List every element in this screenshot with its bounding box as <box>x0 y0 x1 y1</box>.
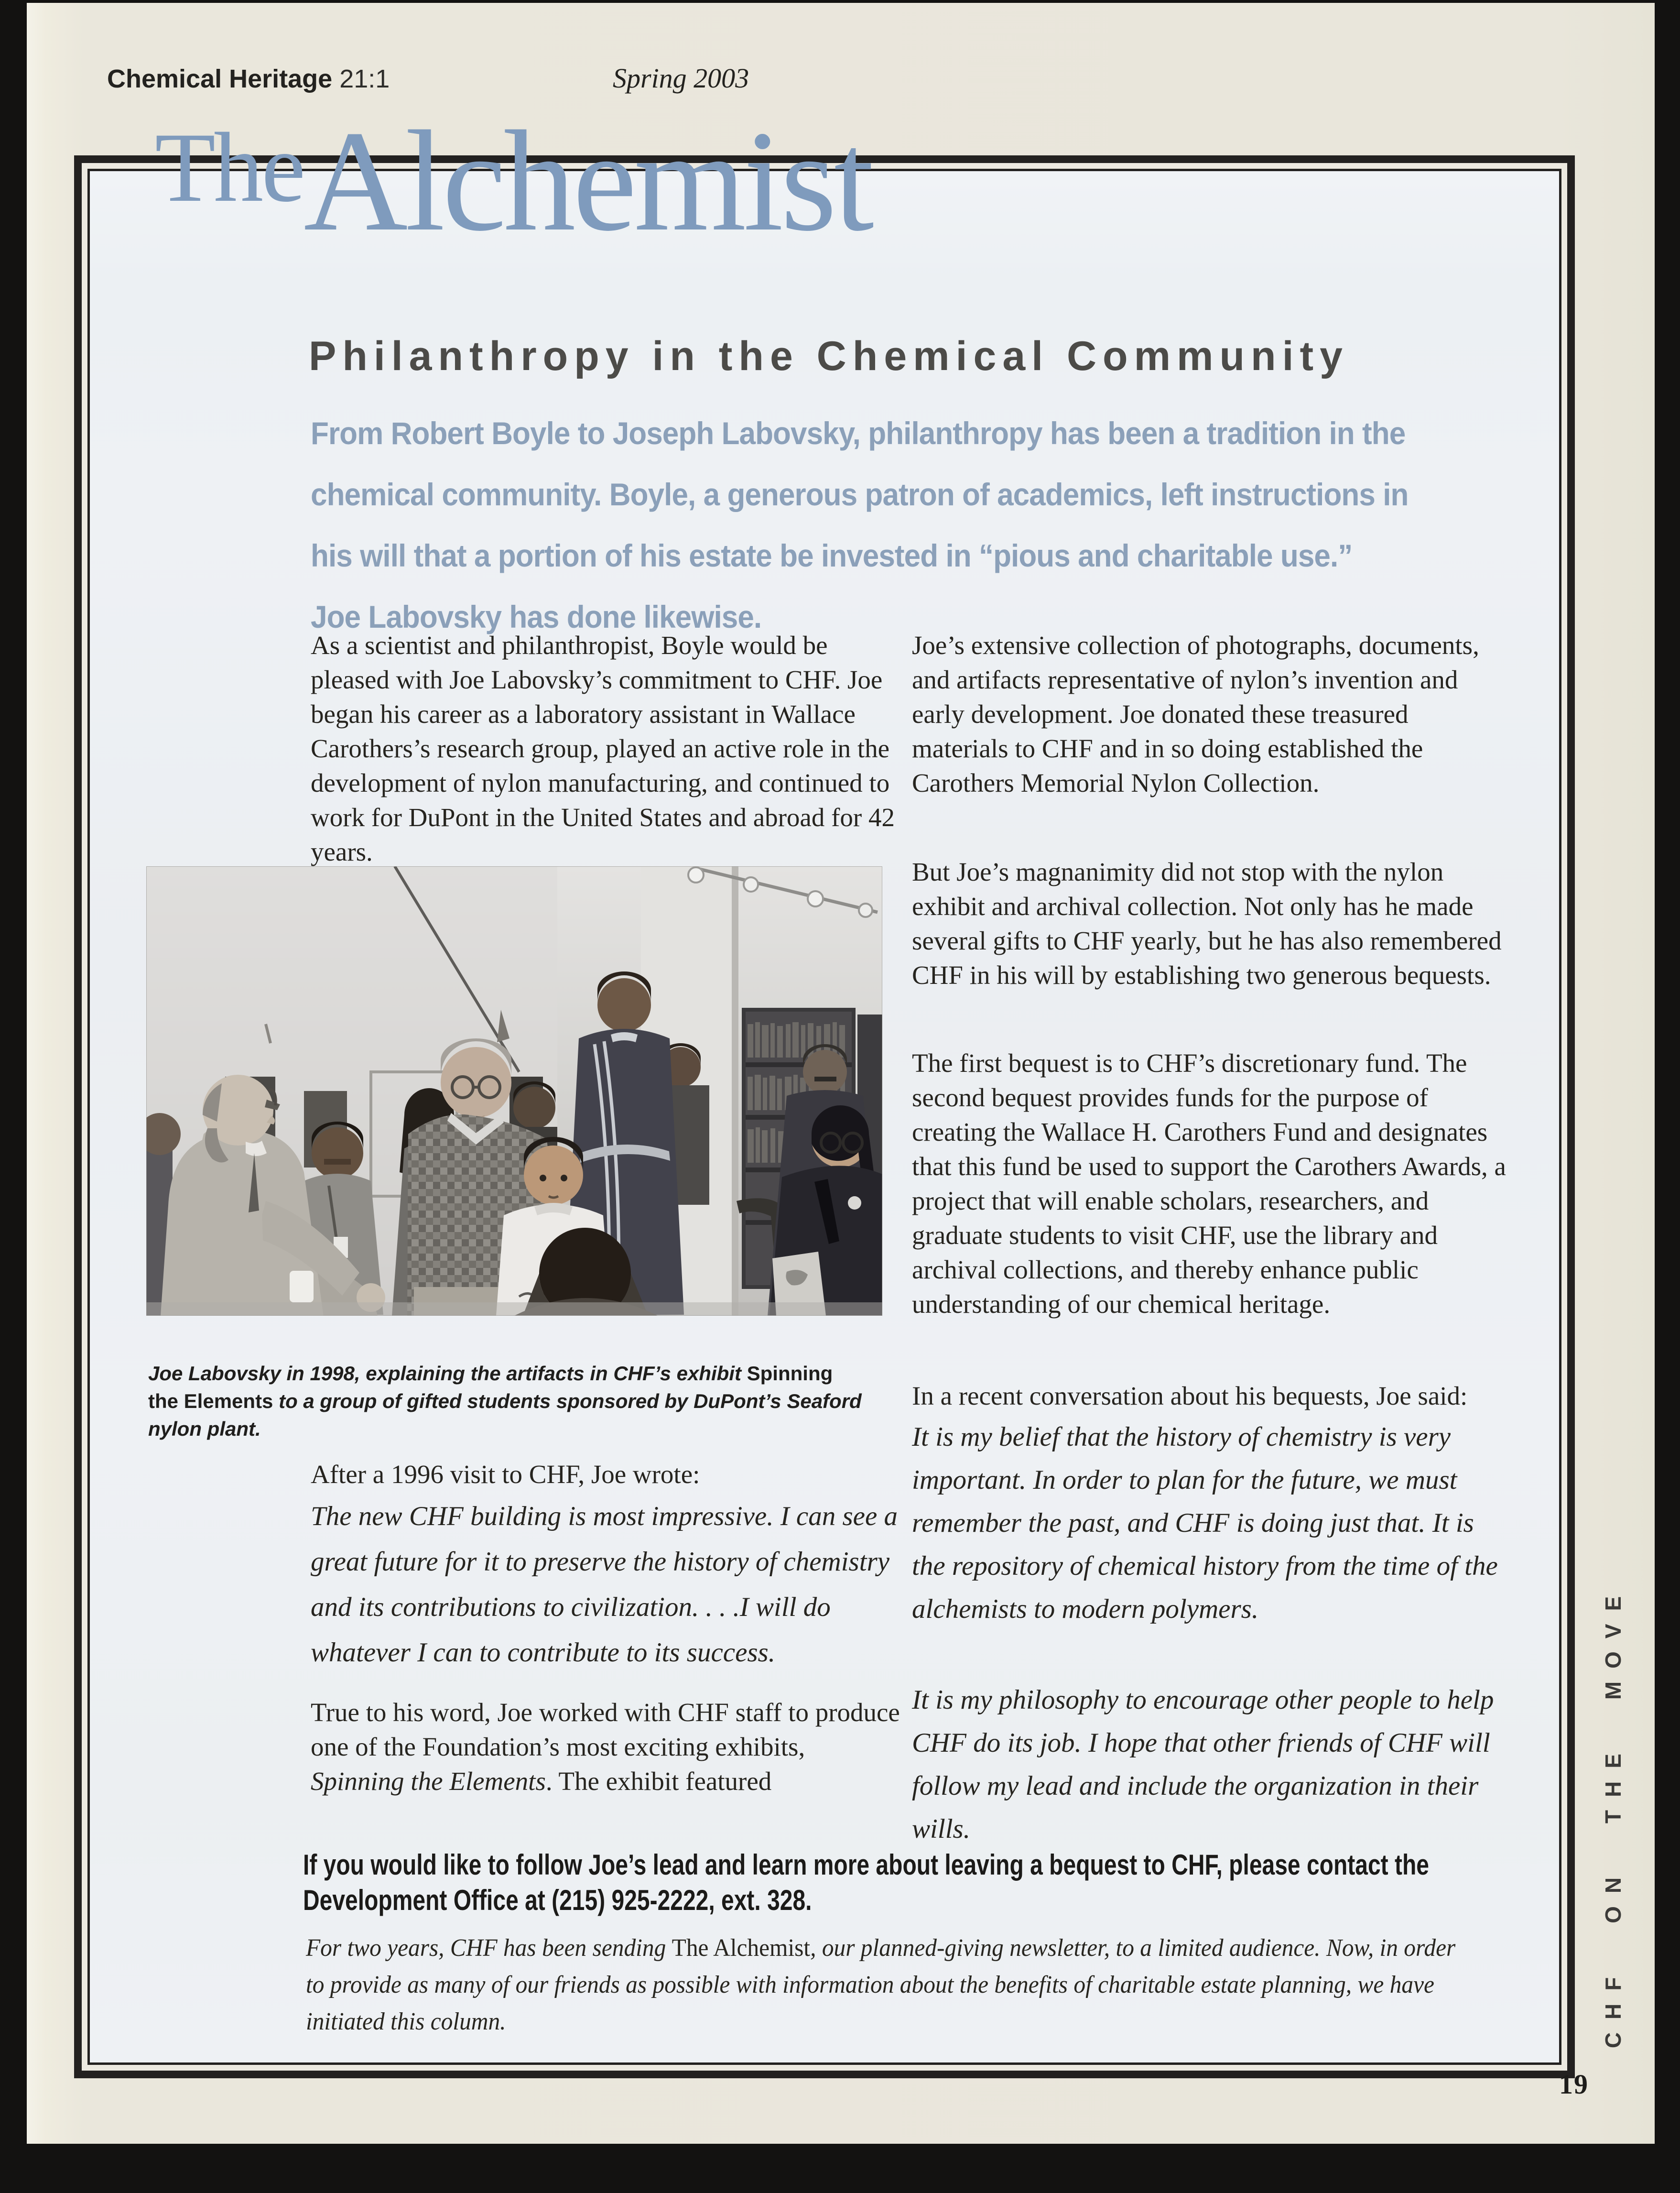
standfirst-line: Joe Labovsky has done likewise. <box>311 599 762 634</box>
editor-note-line: initiated this column. <box>306 2008 506 2035</box>
season-date: Spring 2003 <box>613 63 749 94</box>
issue-number: 21:1 <box>339 65 390 93</box>
body-paragraph <box>311 1695 903 1799</box>
running-head-left <box>107 64 390 94</box>
pull-quote-letter: The new CHF building is most impressive. I can see a great future for it to preserve the history of chemistry and its contributions to civilization. . . .I will do whatever I can to contribute to its success. <box>311 1501 898 1668</box>
standfirst-line: From Robert Boyle to Joseph Labovsky, philanthropy has been a tradition in the <box>311 415 1406 451</box>
cta-line: If you would like to follow Joe’s lead and learn more about leaving a bequest to CHF, please contact the <box>303 1849 1429 1881</box>
note-text: , our planned-giving newsletter, to a limited audience. Now, in order <box>810 1934 1456 1962</box>
caption-exhibit-name: Spinning the Elements <box>148 1362 833 1412</box>
exhibit-name: Spinning the Elements <box>311 1767 546 1796</box>
article-standfirst <box>311 403 1478 647</box>
photo-caption <box>148 1360 865 1443</box>
body-paragraph: Joe’s extensive collection of photographs, documents, and artifacts representative of nylon’s invention and early development. Joe donated these treasured materials to CHF and in so doing established the Carothers Memorial Nylon Collection. <box>912 631 1479 797</box>
article-subtitle: Philanthropy in the Chemical Community <box>309 333 1349 379</box>
paper-page <box>27 3 1655 2144</box>
article-photo <box>146 866 882 1316</box>
editor-note-line: to provide as many of our friends as possible with information about the benefits of charitable estate planning, we have <box>306 1971 1434 1998</box>
page-number: 19 <box>1559 2069 1589 2100</box>
section-label-vertical: CHF ON THE MOVE <box>1601 1583 1626 2049</box>
standfirst-line: chemical community. Boyle, a generous patron of academics, left instructions in <box>311 477 1409 512</box>
pull-quote-philosophy: It is my philosophy to encourage other people to help CHF do its job. I hope that other friends of CHF will follow my lead and include the organization in their wills. <box>912 1685 1494 1844</box>
article-title-main: Alchemist <box>303 101 871 261</box>
caption-text: to a group of gifted students sponsored by DuPont’s Seaford nylon plant. <box>148 1390 862 1440</box>
article-title-the: The <box>155 112 304 222</box>
body-paragraph: But Joe’s magnanimity did not stop with the nylon exhibit and archival collection. Not only has he made several gifts to CHF yearly, but he has also remembered CHF in his will by establishing two generous bequests. <box>912 857 1502 990</box>
pull-quote-belief: It is my belief that the history of chemistry is very important. In order to plan for the future, we must remember the past, and CHF is doing just that. It is the repository of chemical history from the time of the alchemists to modern polymers. <box>912 1422 1498 1624</box>
body-paragraph: The first bequest is to CHF’s discretionary fund. The second bequest provides funds for the purpose of creating the Wallace H. Carothers Fund and designates that this fund be used to support the Carothers Awards, a project that will enable scholars, researchers, and graduate students to visit CHF, use the library and archival collections, and thereby enhance public understanding of our chemical heritage. <box>912 1048 1506 1319</box>
gallery-photo-illustration <box>146 866 882 1316</box>
body-text: True to his word, Joe worked with CHF staff to produce one of the Foundation’s most exciting exhibits, <box>311 1698 900 1761</box>
newsletter-name: The Alchemist <box>672 1934 811 1962</box>
editor-note <box>306 1930 1516 2040</box>
lead-in-line: After a 1996 visit to CHF, Joe wrote: <box>311 1460 700 1489</box>
contact-call-to-action <box>303 1847 1680 1918</box>
editor-note-line <box>306 1930 1455 1966</box>
body-text: . The exhibit featured <box>545 1767 772 1796</box>
caption-text: Joe Labovsky in 1998, explaining the artifacts in CHF’s exhibit <box>148 1362 747 1385</box>
lead-in-line: In a recent conversation about his bequests, Joe said: <box>912 1381 1468 1410</box>
magazine-name: Chemical Heritage <box>107 65 333 93</box>
cta-line: Development Office at (215) 925-2222, ext. 328. <box>303 1884 812 1916</box>
standfirst-line: his will that a portion of his estate be invested in “pious and charitable use.” <box>311 538 1353 573</box>
body-paragraph: As a scientist and philanthropist, Boyle would be pleased with Joe Labovsky’s commitment to CHF. Joe began his career as a laboratory assistant in Wallace Carothers’s research group, played an active role in the development of nylon manufacturing, and continued to work for DuPont in the United States and abroad for 42 years. <box>311 631 895 866</box>
article-title <box>155 101 871 344</box>
note-text: For two years, CHF has been sending <box>306 1934 672 1962</box>
